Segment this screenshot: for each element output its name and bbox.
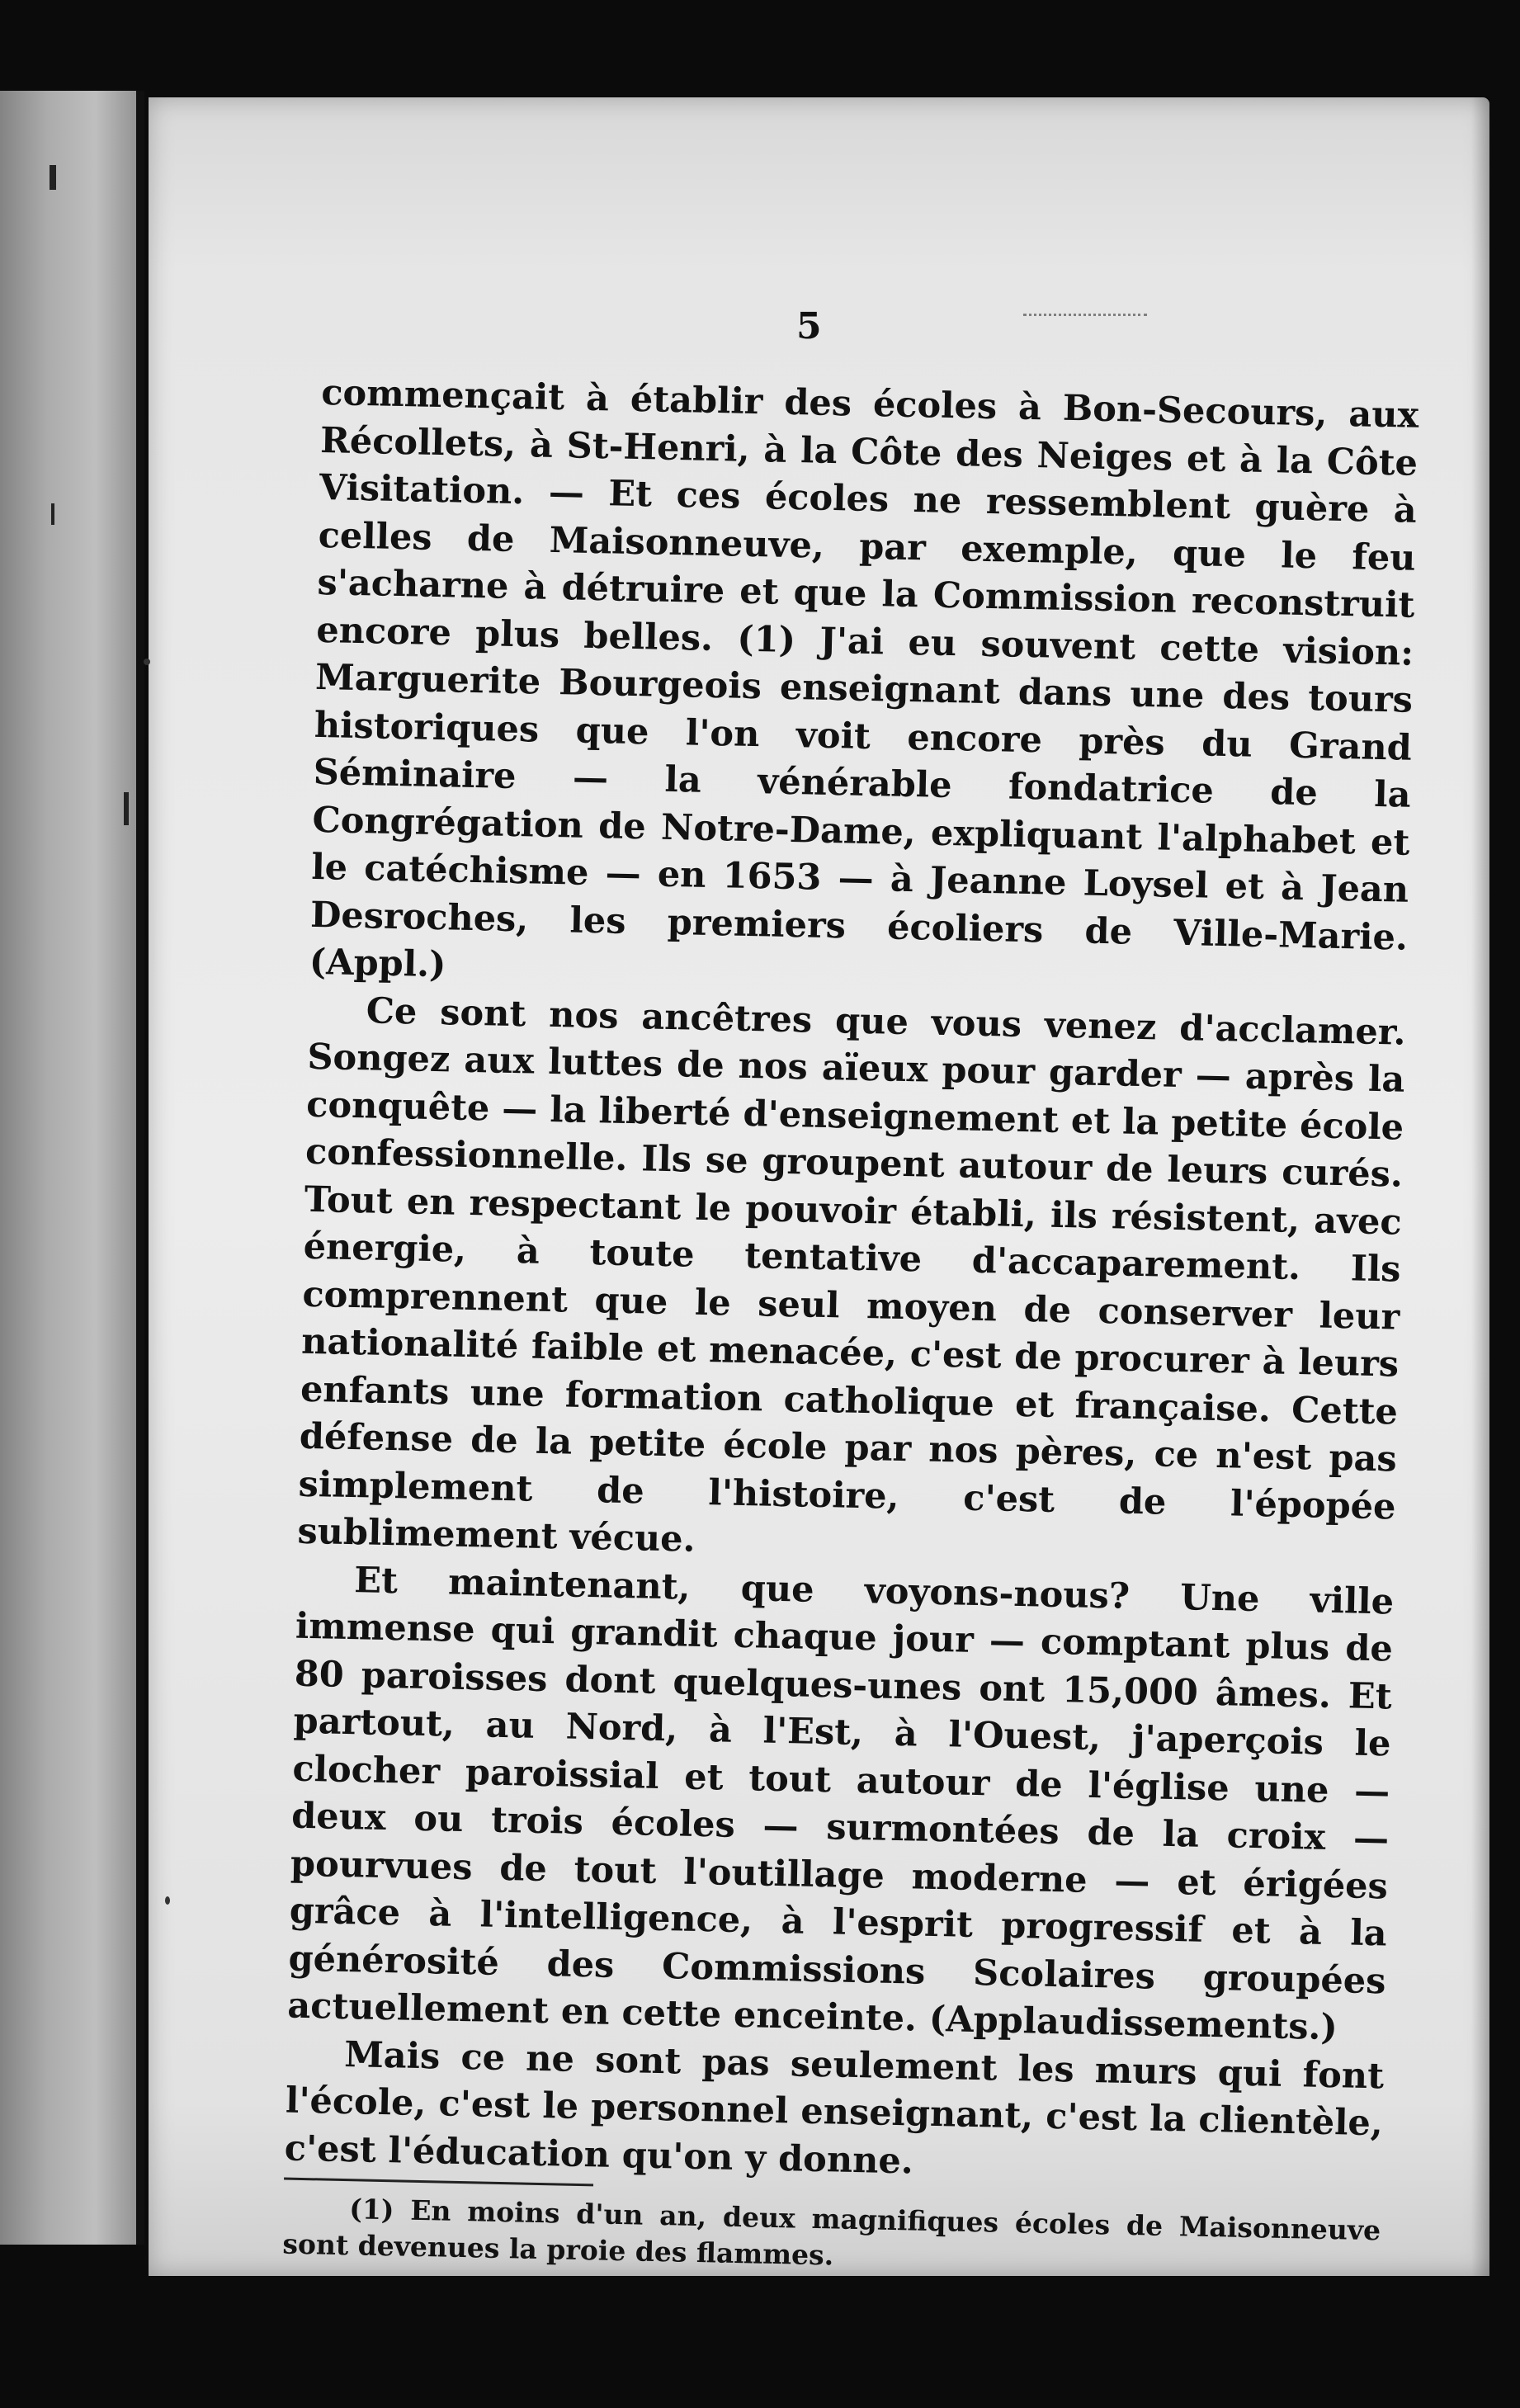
previous-page-edge [0,91,136,2245]
paragraph-1: commençait à établir des écoles à Bon-Secours, aux Récollets, à St-Henri, à la Côte des Neiges et à la Côte Visitation. — Et ces écoles ne ressemblent guère à celles de Maisonneuve, par exemple, que le feu s'acharne à détruire et que la Commission reconstruit encore plus belles. (1) J'ai eu souvent cette vision: Marguerite Bourgeois enseignant dans une des tours historiques que l'on voit encore près du Grand Séminaire — la vénérable fondatrice de la Congrégation de Notre-Dame, expliquant l'alphabet et le catéchisme — en 1653 — à Jeanne Loysel et à Jean Desroches, les premiers écoliers de Ville-Marie. (Appl.) [309,371,1419,986]
paragraph-2: Ce sont nos ancêtres que vous venez d'acclamer. Songez aux luttes de nos aïeux pour garder — après la conquête — la liberté d'enseignement et la petite école confessionnelle. Ils se groupent autour de leurs curés. Tout en respectant le pouvoir établi, ils résistent, avec énergie, à toute tentative d'accaparement. Ils comprennent que le seul moyen de conserver leur nationalité faible et menacée, c'est de procurer à leurs enfants une formation catholique et française. Cette défense de la petite école par nos pères, ce n'est pas simplement de l'histoire, c'est de l'épopée sublimement vécue. [296,989,1406,1560]
body-text [282,370,1419,2285]
film-speck [51,503,54,525]
paragraph-4: Mais ce ne sont pas seulement les murs qui font l'école, c'est le personnel enseignant, c'est la clientèle, c'est l'éducation qu'on y donne. [284,2033,1385,2182]
film-speck [144,659,150,665]
footnote-separator [284,2178,593,2187]
footnote: (1) En moins d'un an, deux magnifiques écoles de Maisonneuve sont devenues la proie des flammes. [282,2193,1381,2272]
film-speck [50,165,56,190]
film-speck [165,1896,170,1905]
paragraph-3: Et maintenant, que voyons-nous? Une ville immense qui grandit chaque jour — comptant plus de 80 paroisses dont quelques-unes ont 15,000 âmes. Et partout, au Nord, à l'Est, à l'Ouest, j'aperçois le clocher paroissial et tout autour de l'église une — deux ou trois écoles — surmontées de la croix — pourvues de tout l'outillage moderne — et érigées grâce à l'intelligence, à l'esprit progressif et à la générosité des Commissions Scolaires groupées actuellement en cette enceinte. (Applaudissements.) [286,1559,1395,2049]
document-page [149,97,1489,2276]
faint-dotted-mark [1023,314,1147,321]
page-shadow-edge [1471,97,1489,2276]
page-number: 5 [796,305,822,347]
film-speck [124,792,129,825]
